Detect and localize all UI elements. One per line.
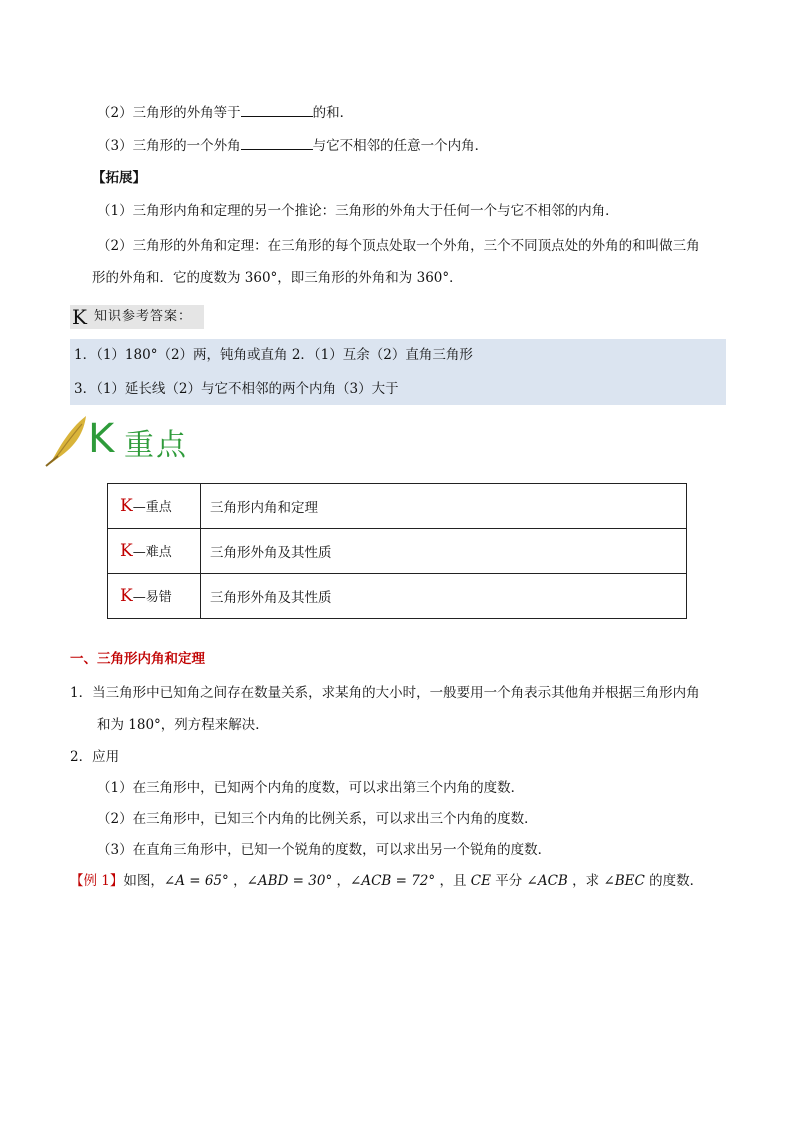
example-text: 平分	[490, 873, 527, 889]
example-text: 如图，	[123, 873, 164, 889]
example-label: 【例 1】	[70, 873, 124, 889]
ext-item-2-before: （2）三角形的外角等于	[97, 105, 241, 121]
example-text: ，	[228, 873, 247, 889]
k-mark: K	[120, 586, 133, 606]
key-points-table	[107, 483, 687, 619]
section-paragraph-1-line-1: 1．当三角形中已知角之间存在数量关系，求某角的大小时，一般要用一个角表示其他角并根据三角形内角	[70, 685, 700, 701]
application-item-1: （1）在三角形中，已知两个内角的度数，可以求出第三个内角的度数．	[97, 780, 525, 796]
ext-item-2	[97, 102, 353, 123]
application-item-2: （2）在三角形中，已知三个内角的比例关系，可以求出三个内角的度数．	[97, 811, 538, 827]
k-letter-logo: K	[88, 416, 115, 462]
answer-blank	[241, 135, 313, 150]
answers-row-1: 1．（1）180°（2）两，钝角或直角 2．（1）互余（2）直角三角形	[74, 347, 473, 363]
key-heading-text: 重点	[124, 428, 188, 463]
answers-header-text: 知识参考答案：	[94, 309, 193, 324]
row-label	[108, 529, 201, 574]
row-value: 三角形内角和定理	[201, 484, 687, 529]
row-label-text: —重点	[132, 500, 172, 515]
table-row	[108, 574, 687, 619]
example-text: ，	[332, 873, 351, 889]
section-paragraph-2: 2．应用	[70, 749, 120, 765]
expand-paragraph-2-line-1: （2）三角形的外角和定理：在三角形的每个顶点处取一个外角，三个不同顶点处的外角的和叫做三角	[97, 238, 700, 254]
answers-header	[70, 305, 204, 329]
answers-row-2: 3．（1）延长线（2）与它不相邻的两个内角（3）大于	[74, 381, 399, 397]
k-mark: K	[120, 496, 133, 516]
example-text: ，求	[567, 873, 604, 889]
expand-title: 【拓展】	[92, 170, 146, 186]
row-label-text: —易错	[132, 590, 172, 605]
math-expression: ∠A = 65°	[163, 873, 229, 889]
ext-item-3-after: 与它不相邻的任意一个内角．	[312, 138, 489, 154]
expand-paragraph-2-line-2: 形的外角和．它的度数为 360°，即三角形的外角和为 360°．	[92, 270, 463, 286]
math-expression: ∠ACB = 72°	[350, 873, 436, 889]
math-expression: ∠ACB	[526, 873, 568, 889]
math-expression: ∠BEC	[603, 873, 645, 889]
row-value: 三角形外角及其性质	[201, 529, 687, 574]
math-expression: CE	[470, 873, 491, 889]
ext-item-2-after: 的和．	[312, 105, 354, 121]
row-label-text: —难点	[132, 545, 172, 560]
row-value: 三角形外角及其性质	[201, 574, 687, 619]
section-paragraph-1-line-2: 和为 180°，列方程来解决．	[97, 717, 269, 733]
feather-quill-icon	[44, 412, 90, 468]
answer-blank	[241, 102, 313, 117]
table-row	[108, 529, 687, 574]
k-logo-icon: K	[72, 305, 87, 329]
key-points-heading	[44, 412, 204, 468]
ext-item-3	[97, 135, 488, 156]
application-item-3: （3）在直角三角形中，已知一个锐角的度数，可以求出另一个锐角的度数．	[97, 842, 552, 858]
row-label	[108, 484, 201, 529]
table-row	[108, 484, 687, 529]
ext-item-3-before: （3）三角形的一个外角	[97, 138, 241, 154]
expand-paragraph-1: （1）三角形内角和定理的另一个推论：三角形的外角大于任何一个与它不相邻的内角．	[97, 203, 619, 219]
example-text: ，且	[435, 873, 471, 889]
row-label	[108, 574, 201, 619]
example-text: 的度数．	[644, 873, 704, 889]
example-1	[70, 871, 703, 891]
k-mark: K	[120, 541, 133, 561]
section-title: 一、三角形内角和定理	[70, 651, 205, 667]
math-expression: ∠ABD = 30°	[246, 873, 333, 889]
answers-box	[70, 339, 726, 405]
